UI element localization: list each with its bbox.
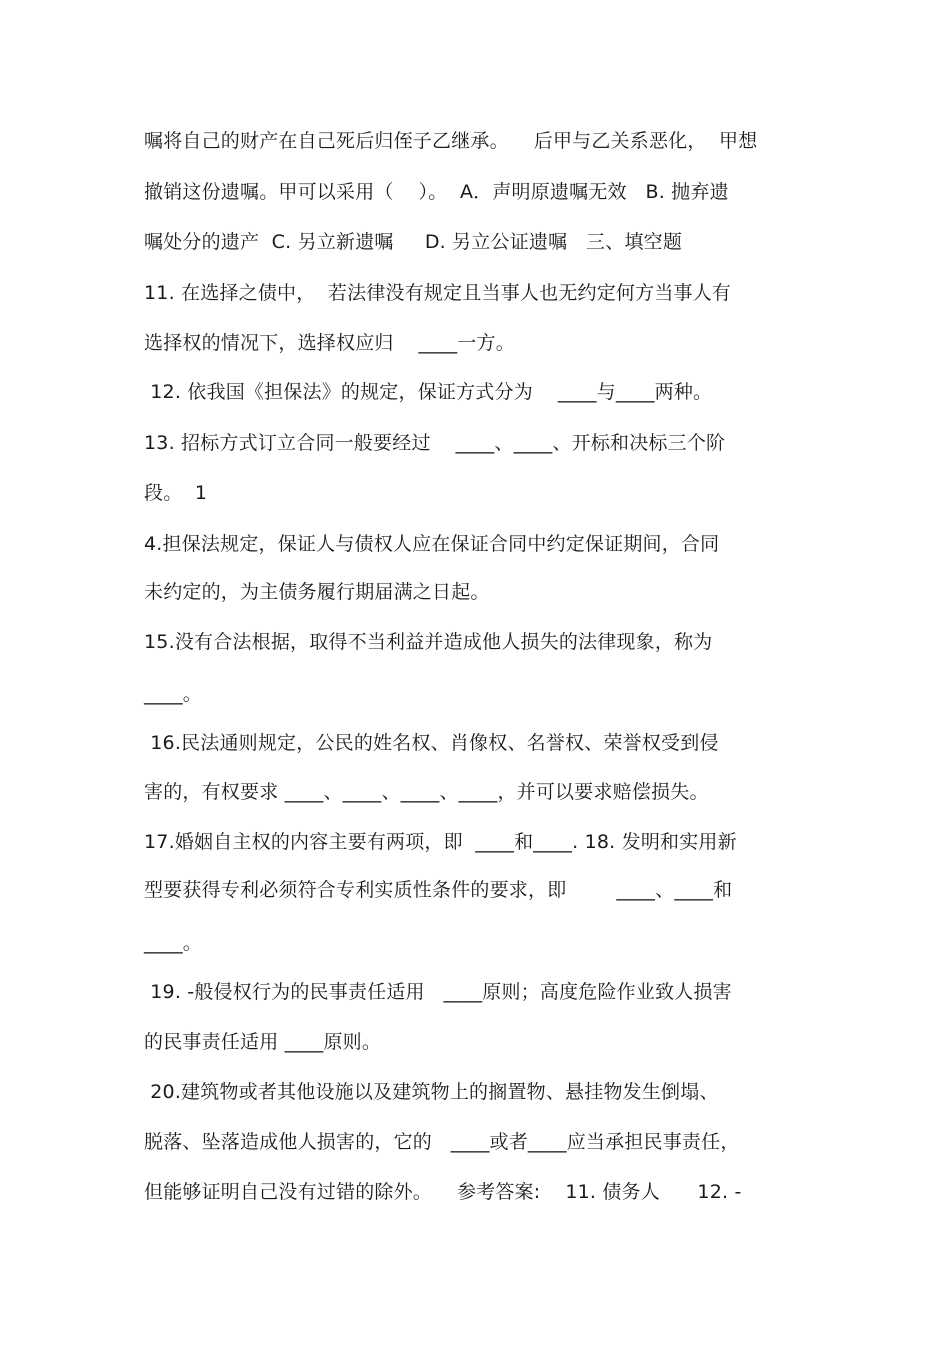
- text-line: ____。: [144, 683, 203, 705]
- text-line: 撤销这份遗嘱。甲可以采用（ ）。 A．声明原遗嘱无效 B. 抛弃遗: [144, 181, 729, 203]
- text-line: 未约定的，为主债务履行期届满之日起。: [144, 581, 490, 603]
- text-line: 嘱处分的遗产 C. 另立新遗嘱 D. 另立公证遗嘱 三、填空题: [144, 231, 683, 253]
- question-19: 19. -般侵权行为的民事责任适用 ____原则；高度危险作业致人损害: [144, 981, 732, 1003]
- text-line: ____。: [144, 932, 203, 954]
- question-14: 4.担保法规定，保证人与债权人应在保证合同中约定保证期间，合同: [144, 533, 720, 555]
- text-line: 型要获得专利必须符合专利实质性条件的要求，即 ____、____和: [144, 879, 733, 901]
- question-15: 15.没有合法根据，取得不当利益并造成他人损失的法律现象，称为: [144, 631, 713, 653]
- question-11: 11. 在选择之债中， 若法律没有规定且当事人也无约定何方当事人有: [144, 282, 732, 304]
- question-17: 17.婚姻自主权的内容主要有两项，即 ____和____. 18. 发明和实用新: [144, 831, 737, 853]
- text-line: 嘱将自己的财产在自己死后归侄子乙继承。 后甲与乙关系恶化， 甲想: [144, 130, 758, 152]
- text-line: 害的，有权要求 ____、____、____、____，并可以要求赔偿损失。: [144, 781, 709, 803]
- text-line: 脱落、坠落造成他人损害的，它的 ____或者____应当承担民事责任，: [144, 1131, 740, 1153]
- question-13: 13. 招标方式订立合同一般要经过 ____、____、开标和决标三个阶: [144, 432, 726, 454]
- question-20: 20.建筑物或者其他设施以及建筑物上的搁置物、悬挂物发生倒塌、: [144, 1081, 719, 1103]
- question-16: 16.民法通则规定，公民的姓名权、肖像权、名誉权、荣誉权受到侵: [144, 732, 719, 754]
- answer-line: 但能够证明自己没有过错的除外。 参考答案: 11. 债务人 12. -: [144, 1181, 742, 1203]
- question-12: 12. 依我国《担保法》的规定，保证方式分为 ____与____两种。: [144, 381, 713, 403]
- text-line: 段。 1: [144, 482, 208, 504]
- text-line: 选择权的情况下，选择权应归 ____一方。: [144, 332, 515, 354]
- text-line: 的民事责任适用 ____原则。: [144, 1031, 382, 1053]
